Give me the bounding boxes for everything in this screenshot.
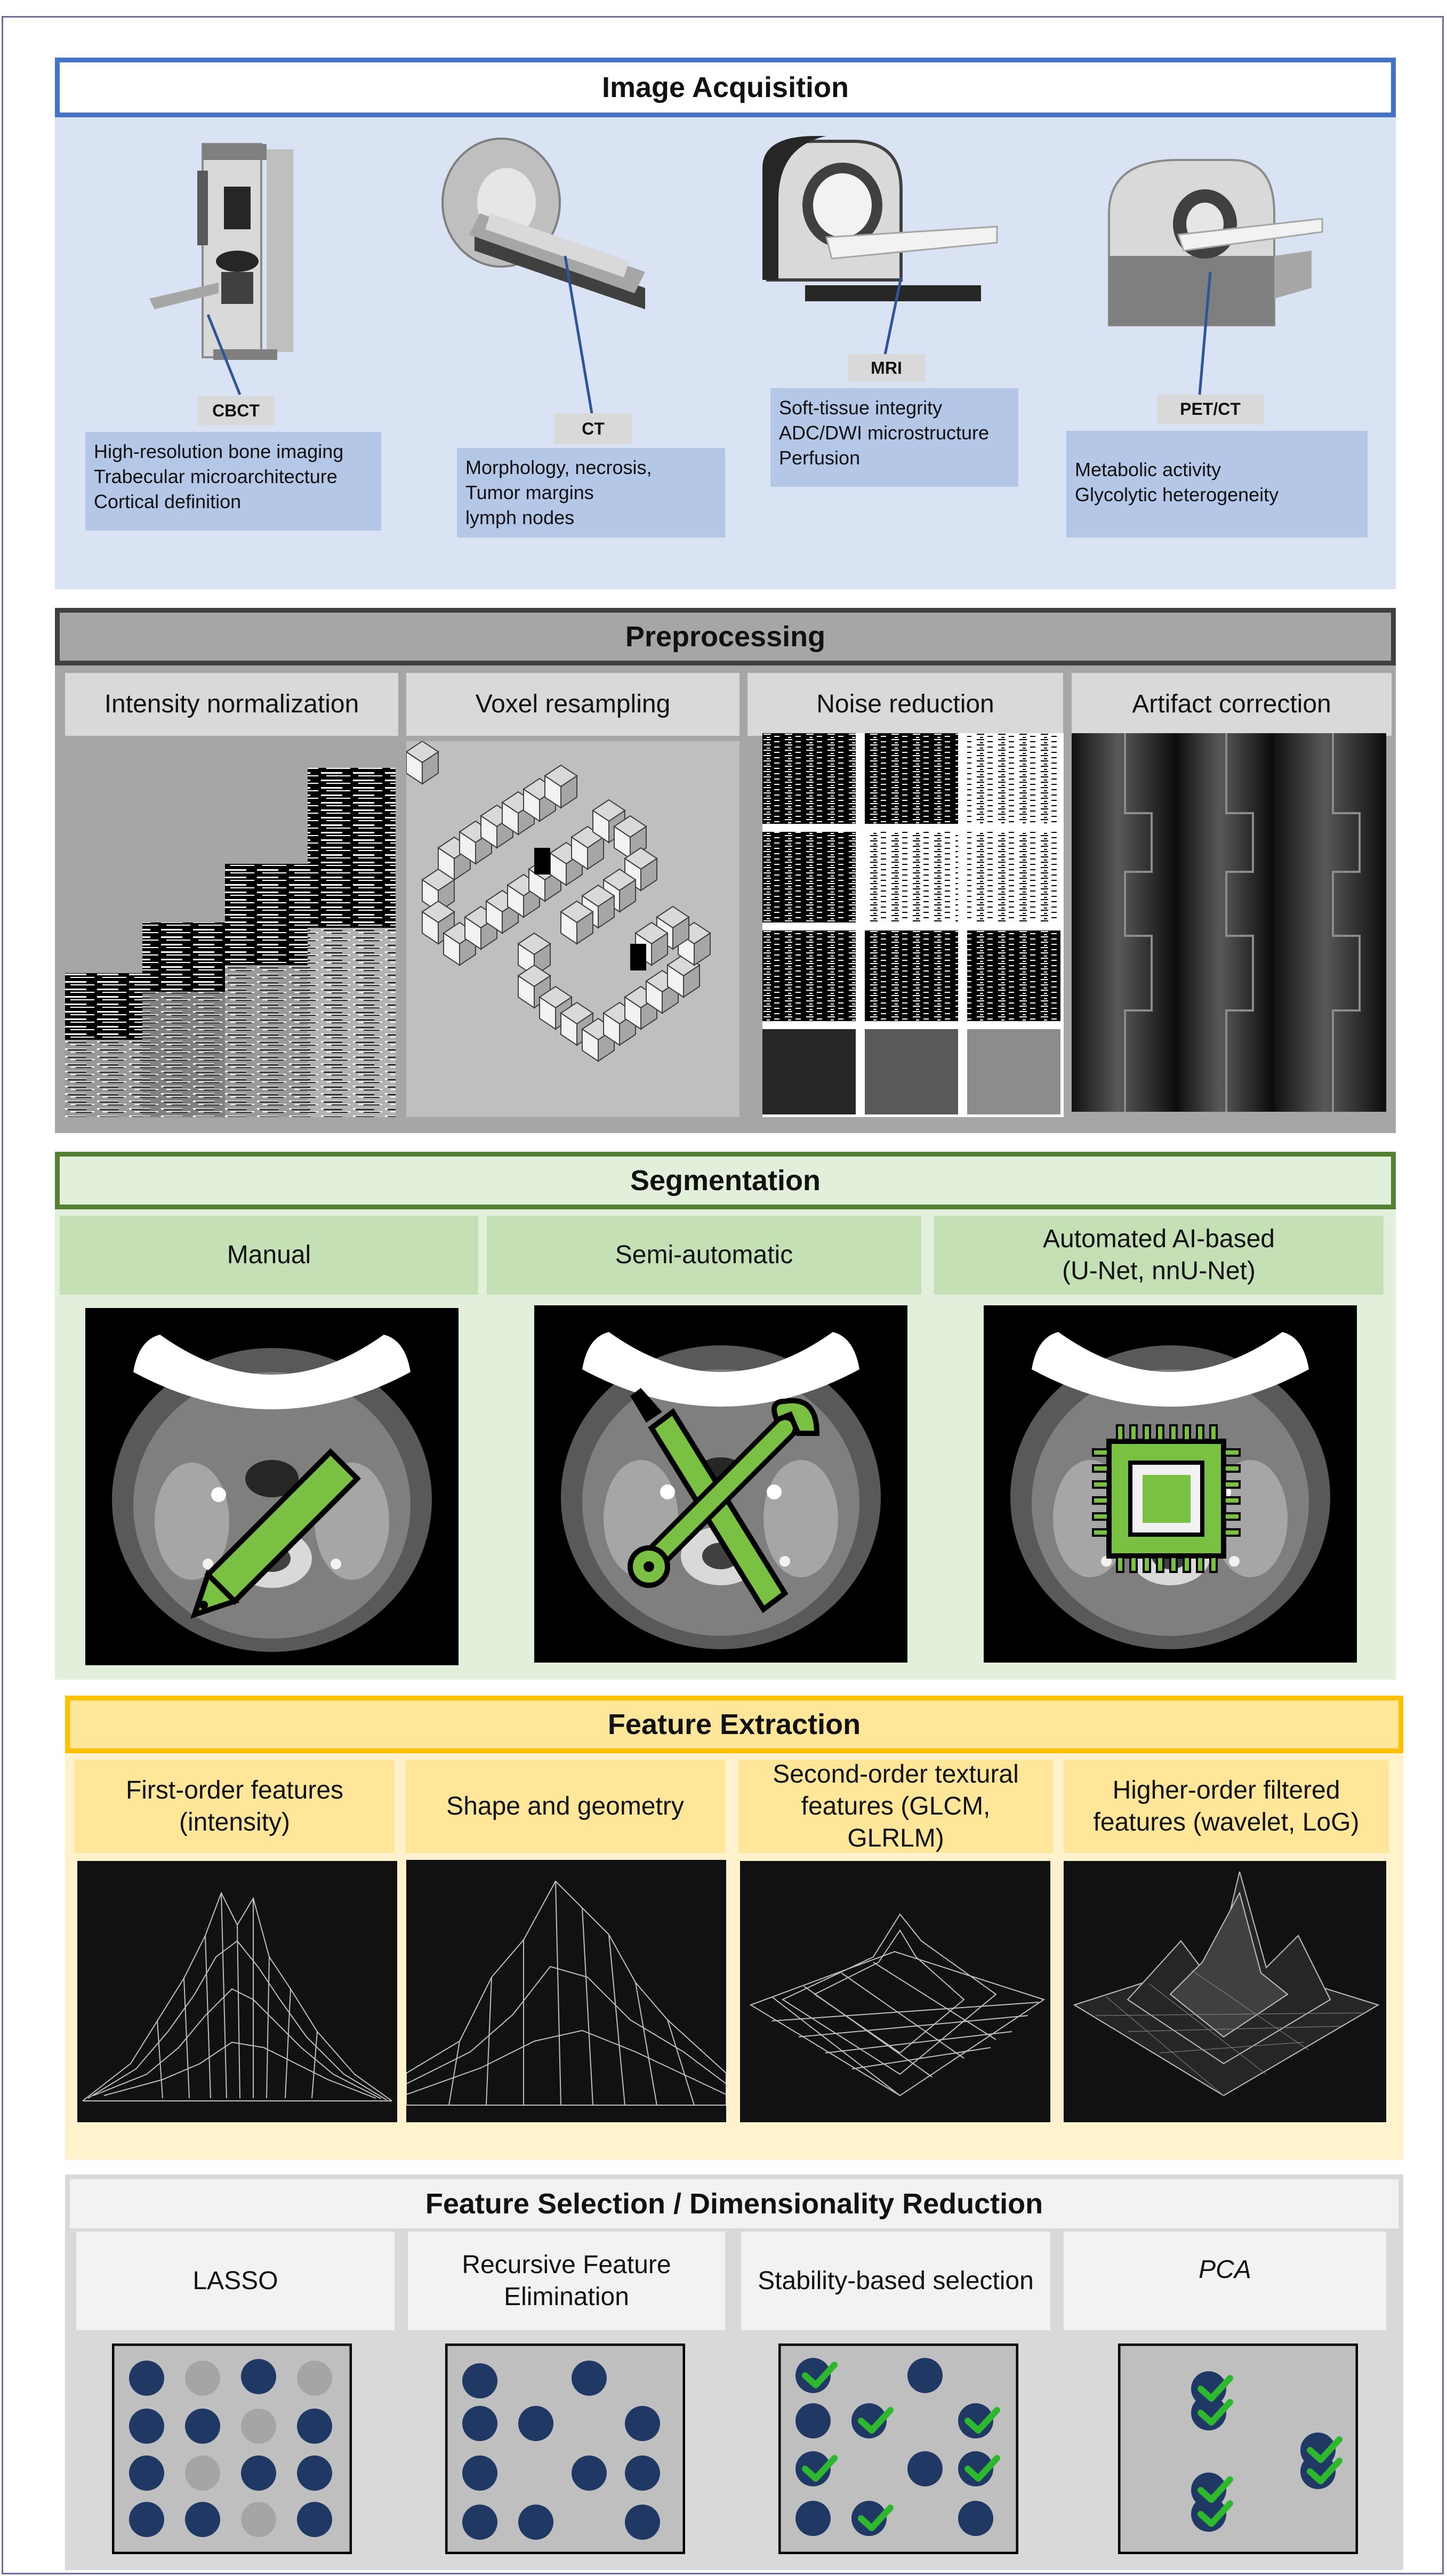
method-automated-ai-line2: (U-Net, nnU-Net) — [1062, 1257, 1256, 1285]
cbct-line: Trabecular microarchitecture — [94, 465, 337, 487]
voxel-resampling-image — [406, 741, 739, 1117]
ai-chip-icon — [1093, 1425, 1240, 1572]
ct-line: lymph nodes — [465, 506, 575, 528]
pet-ct-line: Glycolytic heterogeneity — [1075, 483, 1279, 505]
step-noise-reduction: Noise reduction — [747, 673, 1063, 736]
preprocessing-header — [55, 608, 1396, 665]
intensity-normalization-image — [65, 741, 396, 1117]
selection-lasso — [76, 2232, 395, 2330]
ct-line: Tumor margins — [465, 481, 594, 503]
selection-rfe — [408, 2232, 725, 2330]
feature-higher-order — [1064, 1760, 1389, 1853]
feature-second-order — [738, 1760, 1053, 1853]
feature-shape-geometry-line: Shape and geometry — [446, 1792, 684, 1820]
method-semi-automatic: Semi-automatic — [487, 1216, 921, 1295]
feature-extraction-header — [65, 1696, 1403, 1753]
feature-first-order — [75, 1760, 395, 1853]
segmentation-manual-image — [85, 1308, 459, 1665]
mri-line: ADC/DWI microstructure — [779, 421, 990, 444]
cbct-line: Cortical definition — [94, 490, 242, 512]
artifact-correction-image — [1072, 733, 1386, 1112]
feature-higher-order-line: Higher-order filtered — [1112, 1776, 1340, 1804]
step-intensity-normalization: Intensity normalization — [65, 673, 398, 736]
segmentation-title: Segmentation — [630, 1165, 821, 1197]
selection-rfe-line: Recursive Feature — [462, 2250, 671, 2279]
stability-dot-grid — [778, 2344, 1018, 2554]
selection-lasso-line: LASSO — [192, 2266, 278, 2295]
selection-stability-line: Stability-based selection — [758, 2266, 1034, 2295]
cbct-description — [85, 432, 381, 531]
cbct-label: CBCT — [197, 396, 275, 426]
higher-order-surface-image — [1064, 1861, 1386, 2122]
method-manual: Manual — [60, 1216, 478, 1295]
step-artifact-correction: Artifact correction — [1072, 673, 1392, 736]
step-voxel-resampling: Voxel resampling — [406, 673, 739, 736]
mri-line: Perfusion — [779, 446, 861, 469]
feature-higher-order-line: features (wavelet, LoG) — [1093, 1808, 1360, 1836]
lasso-dot-grid — [112, 2344, 352, 2554]
selection-rfe-line: Elimination — [504, 2282, 629, 2311]
feature-shape-geometry — [405, 1760, 725, 1853]
feature-selection-title: Feature Selection / Dimensionality Reduction — [425, 2188, 1043, 2220]
mri-description — [770, 388, 1018, 487]
feature-first-order-line: First-order features — [125, 1776, 344, 1804]
ct-description — [457, 448, 725, 537]
ct-label: CT — [554, 413, 632, 444]
selection-stability — [741, 2232, 1050, 2330]
preprocessing-title: Preprocessing — [625, 621, 826, 653]
feature-second-order-line: features (GLCM, — [801, 1792, 991, 1820]
segmentation-ai-image — [984, 1305, 1357, 1663]
first-order-surface-image — [77, 1861, 397, 2122]
feature-selection-header — [65, 2174, 1403, 2233]
rfe-dot-grid — [445, 2344, 685, 2554]
noise-reduction-image — [762, 733, 1064, 1117]
segmentation-header — [55, 1152, 1396, 1209]
pca-dot-grid — [1118, 2344, 1358, 2554]
method-automated-ai-line1: Automated AI-based — [1043, 1225, 1275, 1253]
ct-line: Morphology, necrosis, — [465, 456, 652, 478]
feature-second-order-line: Second-order textural — [773, 1760, 1019, 1788]
mri-line: Soft-tissue integrity — [779, 397, 943, 419]
selection-pca-line: PCA — [1199, 2256, 1251, 2284]
segmentation-semi-automatic-image — [534, 1305, 907, 1663]
mri-label: MRI — [848, 354, 925, 382]
acquisition-title: Image Acquisition — [601, 71, 849, 103]
pet-ct-description — [1066, 431, 1368, 537]
feature-extraction-title: Feature Extraction — [607, 1708, 861, 1740]
second-order-surface-image — [740, 1861, 1050, 2122]
shape-geometry-surface-image — [406, 1860, 726, 2122]
pet-ct-label: PET/CT — [1157, 395, 1264, 424]
method-automated-ai — [934, 1216, 1384, 1295]
cbct-line: High-resolution bone imaging — [94, 440, 344, 462]
feature-first-order-line: (intensity) — [179, 1808, 291, 1836]
pet-ct-line: Metabolic activity — [1075, 459, 1221, 480]
selection-pca — [1064, 2232, 1386, 2330]
feature-second-order-line: GLRLM) — [847, 1824, 944, 1852]
